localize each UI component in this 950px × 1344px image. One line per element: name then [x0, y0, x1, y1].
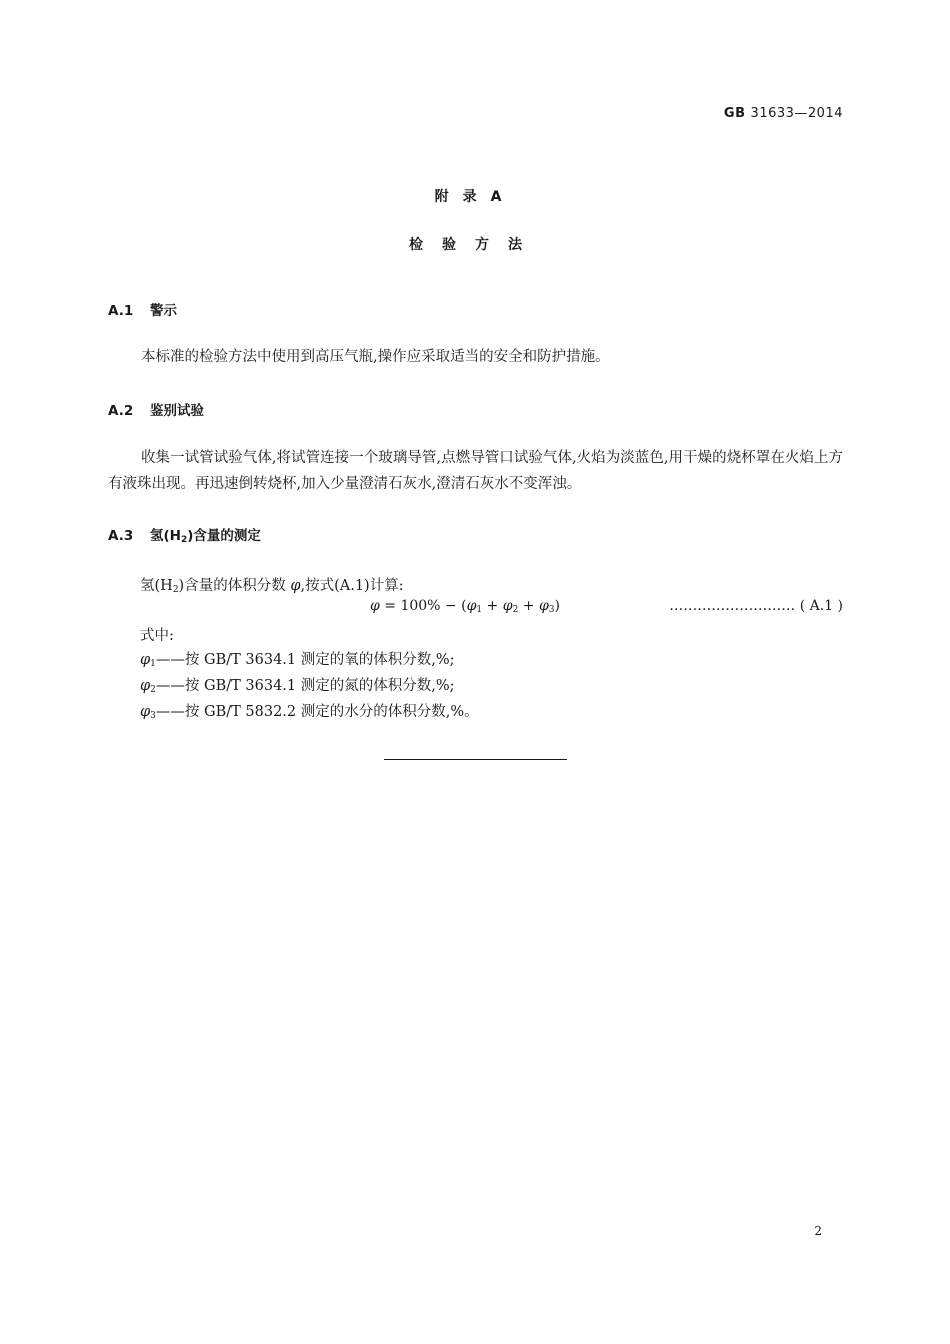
appendix-title: 附录A — [434, 189, 516, 205]
phi-symbol: φ — [290, 578, 301, 594]
def-text: ——按 GB/T 3634.1 测定的氮的体积分数,%; — [155, 678, 455, 694]
formula-text: + — [482, 598, 503, 614]
phi-symbol: φ — [140, 704, 151, 720]
intro-text: ,按式(A.1)计算: — [300, 578, 404, 594]
formula-sub: 2 — [512, 605, 519, 615]
formula-text: + — [518, 598, 539, 614]
phi-symbol: φ — [140, 678, 151, 694]
phi-symbol: φ — [466, 598, 477, 614]
a3-intro — [140, 574, 404, 595]
definition-phi2 — [140, 674, 455, 695]
section-title-post: )含量的测定 — [187, 528, 261, 544]
section-a1-body — [108, 344, 843, 370]
section-a2-body — [108, 445, 843, 497]
phi-symbol: φ — [502, 598, 513, 614]
def-sub: 3 — [150, 711, 156, 721]
formula-text: = 100% − ( — [379, 598, 467, 614]
def-text: ——按 GB/T 3634.1 测定的氧的体积分数,%; — [155, 652, 455, 668]
section-a3-heading — [108, 524, 261, 545]
section-title-pre: 氢( — [150, 528, 170, 544]
appendix-subtitle: 检验方法 — [409, 237, 541, 253]
section-number: A.2 — [108, 403, 134, 419]
definition-phi1 — [140, 648, 455, 669]
paragraph: 本标准的检验方法中使用到高压气瓶,操作应采取适当的安全和防护措施。 — [141, 349, 610, 365]
where-label: 式中: — [140, 628, 174, 644]
definition-phi3 — [140, 700, 479, 721]
page-number: 2 — [814, 1224, 822, 1238]
def-text: ——按 GB/T 5832.2 测定的水分的体积分数,%。 — [155, 704, 479, 720]
standard-number: 31633—2014 — [750, 106, 843, 121]
equation-number: ……………………… ( A.1 ) — [669, 598, 843, 614]
formula-text: ) — [554, 598, 560, 614]
end-rule — [384, 759, 567, 760]
section-title-sub: 2 — [180, 535, 188, 545]
document-code — [724, 106, 843, 121]
section-a2-heading — [108, 399, 204, 419]
def-sub: 1 — [150, 659, 156, 669]
section-number: A.3 — [108, 528, 134, 544]
section-number: A.1 — [108, 303, 134, 319]
intro-text: 氢(H — [140, 578, 173, 594]
formula-a1 — [370, 598, 560, 615]
intro-text: )含量的体积分数 — [178, 578, 291, 594]
paragraph: 收集一试管试验气体,将试管连接一个玻璃导管,点燃导管口试验气体,火焰为淡蓝色,用干燥的烧杯罩在火焰上方有液珠出现。再迅速倒转烧杯,加入少量澄清石灰水,澄清石灰水不变浑浊。 — [108, 450, 843, 492]
section-a1-heading — [108, 299, 177, 319]
intro-sub: 2 — [172, 585, 179, 595]
formula-sub: 1 — [476, 605, 483, 615]
phi-symbol: φ — [538, 598, 549, 614]
phi-symbol: φ — [140, 652, 151, 668]
formula-sub: 3 — [548, 605, 555, 615]
section-title-h: H — [169, 528, 181, 544]
section-title: 鉴别试验 — [150, 403, 204, 419]
phi-symbol: φ — [370, 598, 380, 614]
def-sub: 2 — [150, 685, 156, 695]
section-title: 警示 — [150, 303, 177, 319]
standard-prefix: GB — [723, 106, 746, 121]
